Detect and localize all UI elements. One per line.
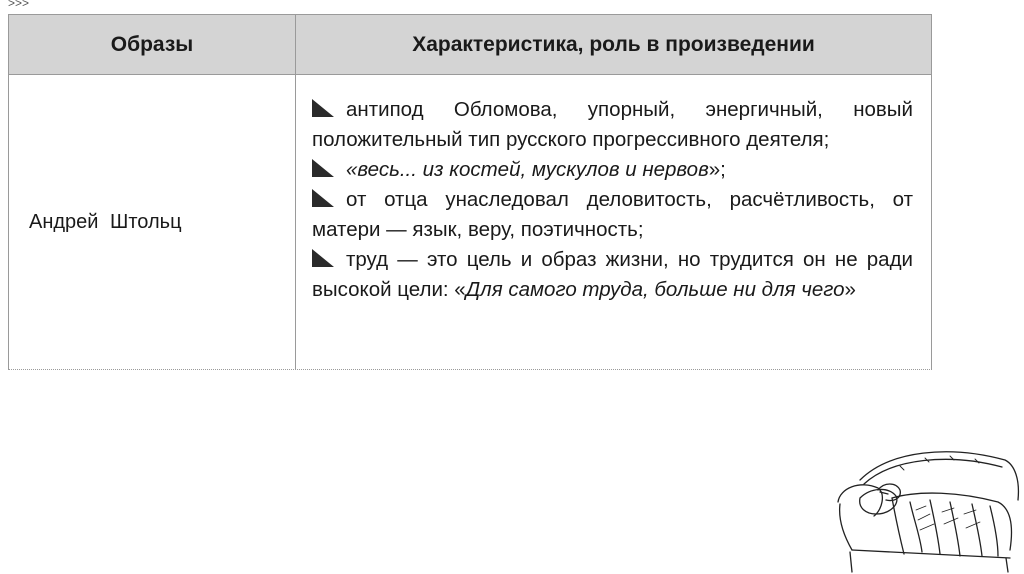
header-images: Образы: [9, 15, 296, 74]
characteristics-cell: [296, 75, 931, 370]
characters-table: [8, 14, 932, 370]
header-characteristics: Характеристика, роль в произведении: [412, 32, 815, 56]
corner-mark: >>>: [8, 0, 30, 10]
character-name: Андрей Штольц: [9, 75, 296, 370]
list-item: от отца унаследовал деловитость, расчётливость, от матери — язык, веру, поэтичность;: [312, 188, 913, 241]
list-item: труд — это цель и образ жизни, но трудится он не ради высокой цели: «Для самого труда, больше ни для чего»: [312, 248, 913, 301]
triangle-bullet-icon: [312, 249, 334, 267]
list-item: «весь... из костей, мускулов и нервов»;: [312, 155, 913, 185]
list-item: антипод Обломова, упорный, энергичный, новый положительный тип русского прогрессивного деятеля;: [312, 98, 913, 151]
triangle-bullet-icon: [312, 189, 334, 207]
triangle-bullet-icon: [312, 159, 334, 177]
table-cut-line: [8, 369, 932, 370]
table-row: [9, 75, 931, 370]
sleeping-man-sofa-illustration: [830, 440, 1024, 574]
table-header: [9, 15, 931, 75]
triangle-bullet-icon: [312, 99, 334, 117]
